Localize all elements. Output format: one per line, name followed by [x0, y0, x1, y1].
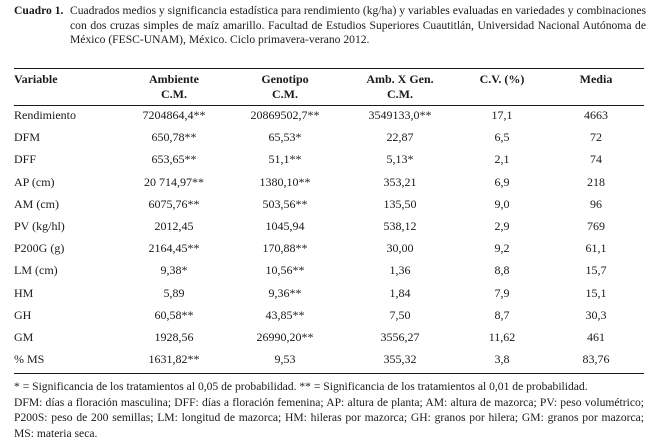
header-amb-x-gen: Amb. X Gen. C.M. — [366, 72, 434, 101]
table-header — [14, 70, 644, 104]
cell-amb-x-gen: 3549133,0** — [368, 108, 432, 123]
header-genotipo: Genotipo C.M. — [261, 72, 309, 101]
cell-cv: 11,62 — [488, 329, 516, 344]
cell-ambiente: 60,58** — [154, 307, 194, 322]
cell-genotipo: 10,56** — [265, 263, 305, 278]
cell-media: 74 — [590, 152, 602, 167]
cell-amb-x-gen: 22,87 — [386, 130, 414, 145]
cell-amb-x-gen: 30,00 — [386, 241, 414, 256]
cell-ambiente: 9,38* — [160, 263, 188, 278]
cell-media: 30,3 — [585, 307, 607, 322]
cell-media: 218 — [587, 174, 605, 189]
cell-media: 769 — [587, 219, 605, 234]
cell-cv: 17,1 — [491, 108, 513, 123]
cell-cv: 6,5 — [494, 130, 510, 145]
cell-variable: DFF — [14, 152, 37, 167]
cell-media: 83,76 — [582, 352, 610, 367]
cell-amb-x-gen: 5,13* — [386, 152, 414, 167]
cell-amb-x-gen: 1,36 — [389, 263, 411, 278]
cell-ambiente: 2012,45 — [154, 219, 194, 234]
table-row — [14, 215, 644, 237]
footnote-abbreviations: DFM: días a floración masculina; DFF: días a floración femenina; AP: altura de planta; AM: altura de mazorca; PV: peso volumétrico; P200S: peso de 200 semillas; LM: longitud de mazorca; HM: hileras por mazorca; GH: granos por hilera; GM: granos por mazorca; MS: materia seca. — [14, 395, 644, 440]
header-row — [14, 70, 644, 104]
cell-ambiente: 653,65** — [151, 152, 197, 167]
header-cv: C.V. (%) — [479, 72, 525, 86]
cell-genotipo: 1380,10** — [259, 174, 311, 189]
cell-ambiente: 20 714,97** — [144, 174, 204, 189]
table-row — [14, 304, 644, 326]
cell-variable: AM (cm) — [14, 196, 59, 211]
cell-ambiente: 650,78** — [151, 130, 197, 145]
table-row — [14, 282, 644, 304]
table-row — [14, 259, 644, 281]
cell-media: 72 — [590, 130, 602, 145]
cell-variable: PV (kg/hl) — [14, 219, 65, 234]
header-variable: Variable — [14, 72, 58, 86]
table-row — [14, 326, 644, 348]
cell-amb-x-gen: 353,21 — [383, 174, 417, 189]
cell-variable: P200G (g) — [14, 241, 65, 256]
table-row — [14, 237, 644, 259]
cell-variable: Rendimiento — [14, 108, 76, 123]
cell-variable: LM (cm) — [14, 263, 58, 278]
cell-variable: DFM — [14, 130, 41, 145]
cell-genotipo: 9,53 — [274, 352, 296, 367]
cell-ambiente: 5,89 — [163, 285, 185, 300]
cell-cv: 3,8 — [494, 352, 510, 367]
cell-ambiente: 1928,56 — [154, 329, 194, 344]
caption-text: Cuadrados medios y significancia estadística para rendimiento (kg/ha) y variables evaluadas en variedades y combinaciones con dos cruzas simples de maíz amarillo. Facultad de Estudios Superiores Cuautitlán, Universidad Nacional Autónoma de México (FESC-UNAM), México. Ciclo primavera-verano 2012. — [70, 4, 646, 47]
cell-amb-x-gen: 7,50 — [389, 307, 411, 322]
header-ambiente: Ambiente C.M. — [149, 72, 199, 101]
cell-ambiente: 6075,76** — [148, 196, 200, 211]
cell-amb-x-gen: 538,12 — [383, 219, 417, 234]
table-row — [14, 148, 644, 170]
table-caption — [14, 4, 646, 48]
cell-amb-x-gen: 3556,27 — [380, 329, 420, 344]
cell-genotipo: 9,36** — [268, 285, 302, 300]
cell-amb-x-gen: 135,50 — [383, 196, 417, 211]
cell-media: 15,7 — [585, 263, 607, 278]
cell-variable: HM — [14, 285, 34, 300]
cell-cv: 7,9 — [494, 285, 510, 300]
table-row — [14, 171, 644, 193]
cell-ambiente: 1631,82** — [148, 352, 200, 367]
header-media: Media — [579, 72, 613, 86]
table-row — [14, 348, 644, 370]
cell-genotipo: 43,85** — [265, 307, 305, 322]
cell-media: 15,1 — [585, 285, 607, 300]
cell-genotipo: 1045,94 — [265, 219, 305, 234]
cell-genotipo: 26990,20** — [256, 329, 314, 344]
cell-genotipo: 51,1** — [268, 152, 302, 167]
table-row — [14, 104, 644, 126]
top-rule — [14, 68, 644, 69]
cell-cv: 9,0 — [494, 196, 510, 211]
cell-media: 61,1 — [585, 241, 607, 256]
cell-cv: 8,8 — [494, 263, 510, 278]
cell-amb-x-gen: 355,32 — [383, 352, 417, 367]
table-row — [14, 193, 644, 215]
bottom-rule — [14, 373, 644, 374]
anova-table — [14, 70, 644, 370]
cell-genotipo: 503,56** — [262, 196, 308, 211]
cell-ambiente: 7204864,4** — [142, 108, 206, 123]
cell-genotipo: 65,53* — [268, 130, 302, 145]
table-row — [14, 126, 644, 148]
cell-variable: AP (cm) — [14, 174, 55, 189]
cell-amb-x-gen: 1,84 — [389, 285, 411, 300]
cell-cv: 2,1 — [494, 152, 510, 167]
table-footnote — [14, 379, 644, 441]
cell-cv: 8,7 — [494, 307, 510, 322]
cell-genotipo: 170,88** — [262, 241, 308, 256]
cell-cv: 2,9 — [494, 219, 510, 234]
cell-media: 4663 — [584, 108, 608, 123]
cell-media: 461 — [587, 329, 605, 344]
cell-genotipo: 20869502,7** — [250, 108, 320, 123]
cell-media: 96 — [590, 196, 602, 211]
cell-cv: 9,2 — [494, 241, 510, 256]
table-body — [14, 104, 644, 370]
cell-ambiente: 2164,45** — [148, 241, 200, 256]
cell-cv: 6,9 — [494, 174, 510, 189]
cell-variable: GH — [14, 307, 32, 322]
caption-label: Cuadro 1. — [14, 4, 64, 17]
cell-variable: % MS — [14, 352, 45, 367]
cell-variable: GM — [14, 329, 34, 344]
footnote-significance: * = Significancia de los tratamientos al 0,05 de probabilidad. ** = Significancia de los tratamientos al 0,01 de probabilidad. — [14, 380, 588, 393]
